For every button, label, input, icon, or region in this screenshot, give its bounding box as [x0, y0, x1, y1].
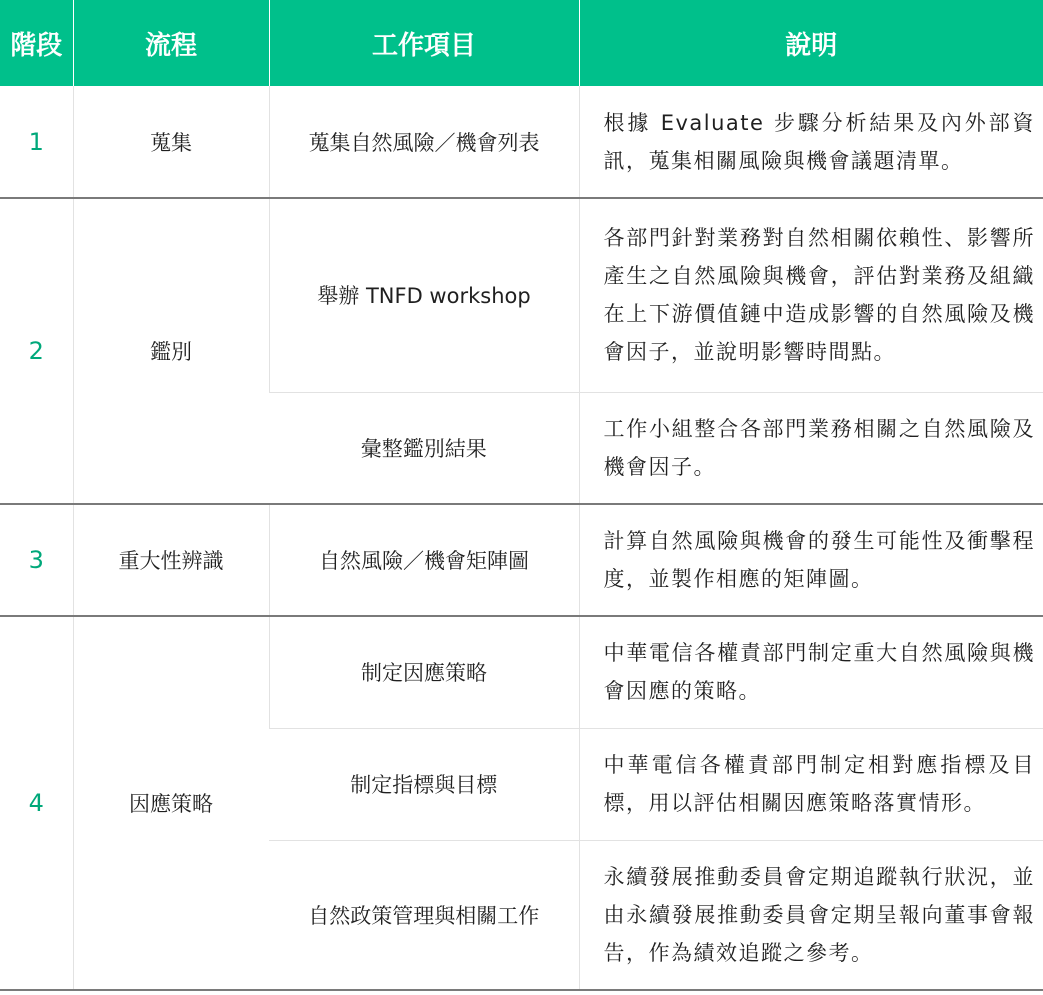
work-item: 制定指標與目標 [269, 728, 579, 840]
work-item: 蒐集自然風險／機會列表 [269, 86, 579, 198]
process-name: 蒐集 [73, 86, 269, 198]
description: 各部門針對業務對自然相關依賴性、影響所產生之自然風險與機會，評估對業務及組織在上下游價值鏈中造成影響的自然風險及機會因子，並說明影響時間點。 [579, 198, 1043, 392]
description: 根據 Evaluate 步驟分析結果及內外部資訊，蒐集相關風險與機會議題清單。 [579, 86, 1043, 198]
table-row [0, 198, 1043, 392]
description: 計算自然風險與機會的發生可能性及衝擊程度，並製作相應的矩陣圖。 [579, 504, 1043, 616]
stage-number: 1 [0, 86, 73, 198]
header-desc: 說明 [579, 0, 1043, 86]
table-row [0, 86, 1043, 198]
header-item: 工作項目 [269, 0, 579, 86]
stage-number: 3 [0, 504, 73, 616]
header-stage: 階段 [0, 0, 73, 86]
description: 中華電信各權責部門制定重大自然風險與機會因應的策略。 [579, 616, 1043, 728]
description: 中華電信各權責部門制定相對應指標及目標，用以評估相關因應策略落實情形。 [579, 728, 1043, 840]
work-item: 自然風險／機會矩陣圖 [269, 504, 579, 616]
work-item: 自然政策管理與相關工作 [269, 840, 579, 990]
stage-number: 2 [0, 198, 73, 504]
header-row [0, 0, 1043, 86]
table-row [0, 504, 1043, 616]
table-row [0, 616, 1043, 728]
process-name: 因應策略 [73, 616, 269, 990]
work-item: 制定因應策略 [269, 616, 579, 728]
stage-number: 4 [0, 616, 73, 990]
work-item: 彙整鑑別結果 [269, 392, 579, 504]
description: 工作小組整合各部門業務相關之自然風險及機會因子。 [579, 392, 1043, 504]
description: 永續發展推動委員會定期追蹤執行狀況，並由永續發展推動委員會定期呈報向董事會報告，作為績效追蹤之參考。 [579, 840, 1043, 990]
process-name: 鑑別 [73, 198, 269, 504]
header-process: 流程 [73, 0, 269, 86]
process-name: 重大性辨識 [73, 504, 269, 616]
work-item: 舉辦 TNFD workshop [269, 198, 579, 392]
